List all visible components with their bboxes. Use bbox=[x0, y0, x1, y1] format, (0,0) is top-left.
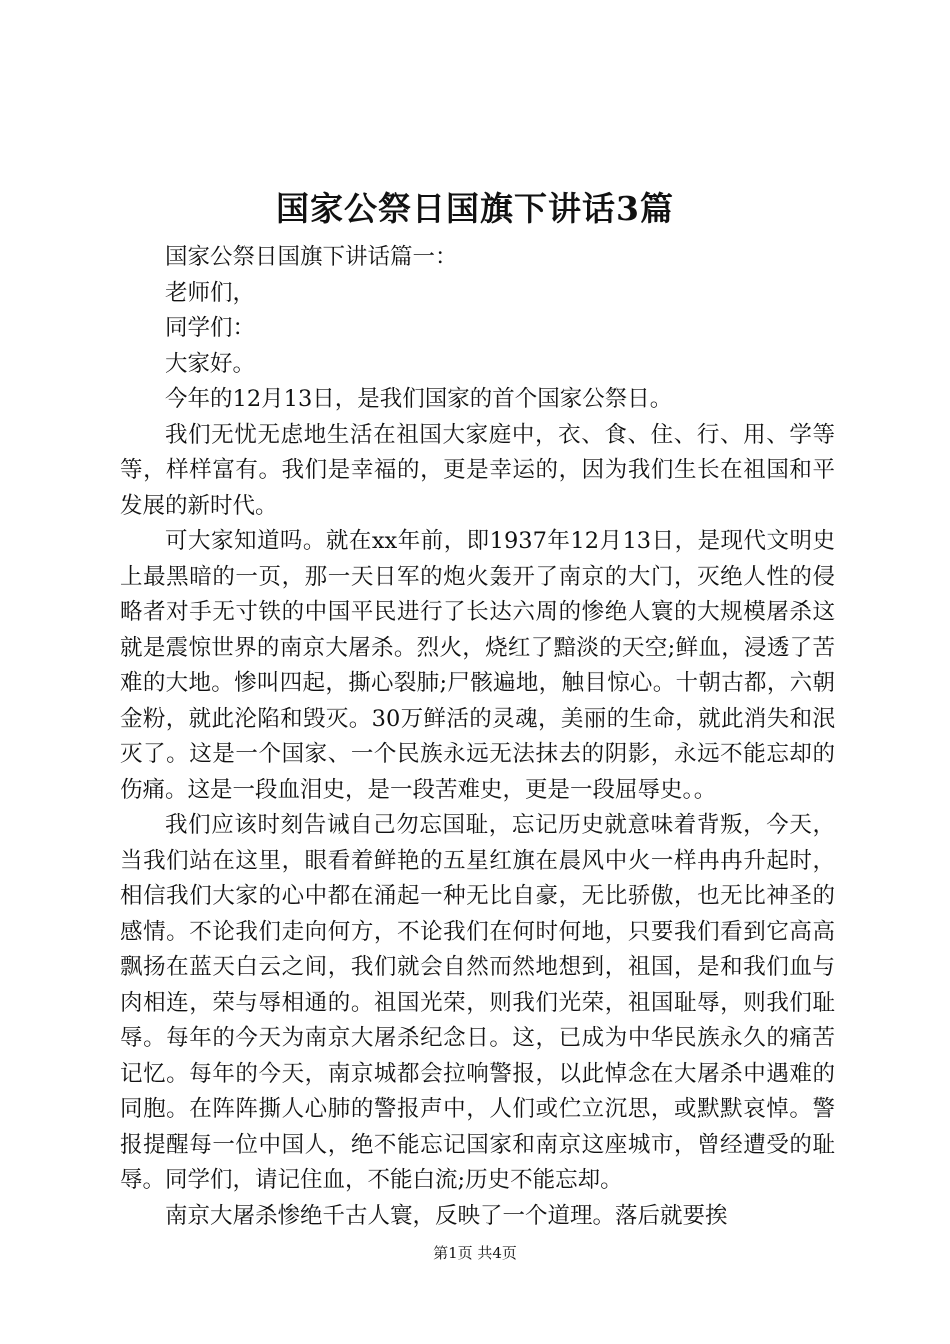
paragraph: 可大家知道吗。就在xx年前，即1937年12月13日，是现代文明史上最黑暗的一页，那一天日军的炮火轰开了南京的大门，灭绝人性的侵略者对手无寸铁的中国平民进行了长达六周的惨绝人寰的大规模屠杀这就是震惊世界的南京大屠杀。烈火，烧红了黯淡的天空;鲜血，浸透了苦难的大地。惨叫四起，撕心裂肺;尸骸遍地，触目惊心。十朝古都，六朝金粉，就此沦陷和毁灭。30万鲜活的灵魂，美丽的生命，就此消失和泯灭了。这是一个国家、一个民族永远无法抹去的阴影，永远不能忘却的伤痛。这是一段血泪史，是一段苦难史，更是一段屈辱史。。 bbox=[120, 528, 835, 803]
page-footer: 第1页 共4页 bbox=[433, 1244, 517, 1262]
paragraph: 南京大屠杀惨绝千古人寰，反映了一个道理。落后就要挨 bbox=[165, 1202, 728, 1229]
paragraph: 今年的12月13日，是我们国家的首个国家公祭日。 bbox=[165, 386, 673, 412]
paragraph: 我们无忧无虑地生活在祖国大家庭中，衣、食、住、行、用、学等等，样样富有。我们是幸福的，更是幸运的，因为我们生长在祖国和平发展的新时代。 bbox=[120, 421, 835, 519]
paragraph: 老师们， bbox=[165, 279, 256, 306]
document-body bbox=[120, 240, 835, 1234]
paragraph: 大家好。 bbox=[165, 350, 256, 377]
document-title: 国家公祭日国旗下讲话3篇 bbox=[276, 189, 674, 228]
paragraph: 同学们： bbox=[165, 315, 256, 341]
paragraph: 我们应该时刻告诫自己勿忘国耻，忘记历史就意味着背叛，今天，当我们站在这里，眼看着鲜艳的五星红旗在晨风中火一样冉冉升起时，相信我们大家的心中都在涌起一种无比自豪，无比骄傲，也无比神圣的感情。不论我们走向何方，不论我们在何时何地，只要我们看到它高高飘扬在蓝天白云之间，我们就会自然而然地想到，祖国，是和我们血与肉相连，荣与辱相通的。祖国光荣，则我们光荣，祖国耻辱，则我们耻辱。每年的今天为南京大屠杀纪念日。这，已成为中华民族永久的痛苦记忆。每年的今天，南京城都会拉响警报，以此悼念在大屠杀中遇难的同胞。在阵阵撕人心肺的警报声中，人们或伫立沉思，或默默哀悼。警报提醒每一位中国人，绝不能忘记国家和南京这座城市，曾经遭受的耻辱。同学们，请记住血，不能白流;历史不能忘却。 bbox=[120, 812, 835, 1193]
paragraph: 国家公祭日国旗下讲话篇一： bbox=[165, 244, 458, 270]
